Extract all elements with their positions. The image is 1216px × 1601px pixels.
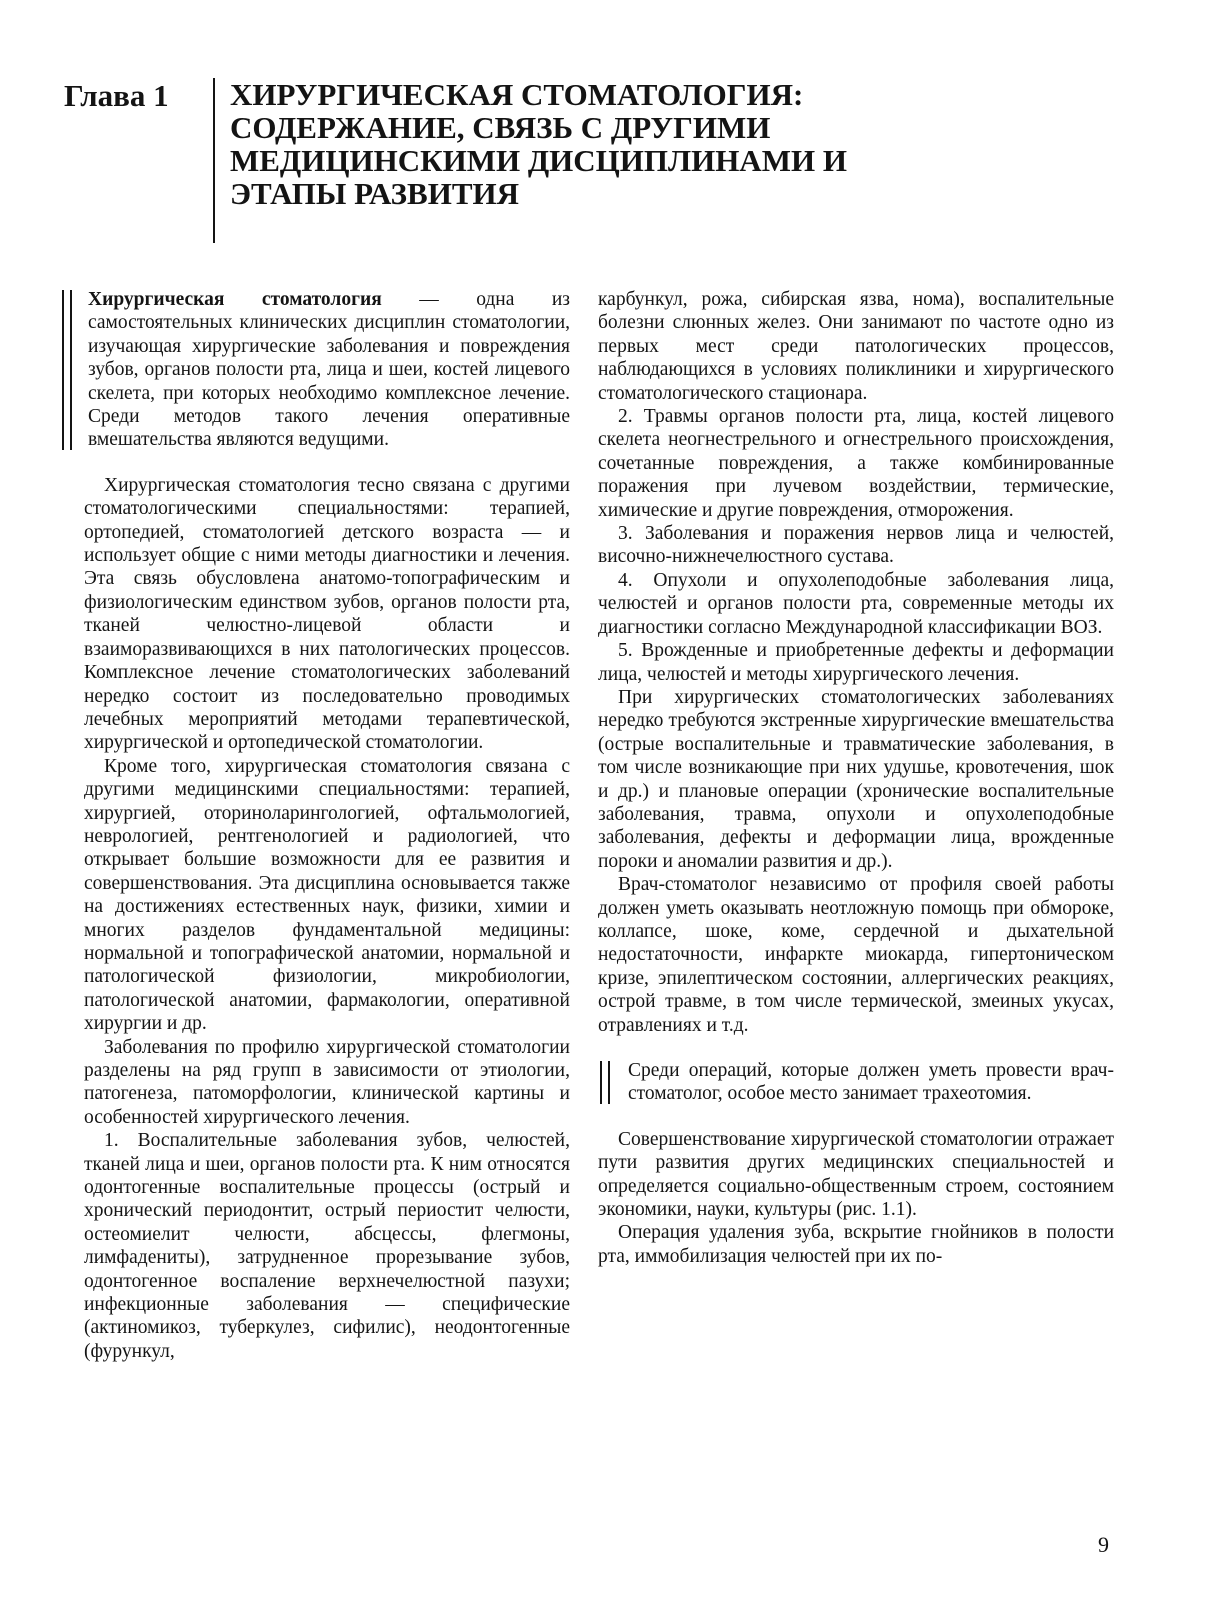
paragraph: Заболевания по профилю хирургической стоматологии разделены на ряд групп в зависимости от этиологии, патогенеза, патоморфологии, клинической картины и особенностей хирургического лечения.: [84, 1036, 570, 1128]
paragraph: Хирургическая стоматология тесно связана с другими стоматологическими специальностями: терапией, ортопедией, стоматологией детского возраста — и использует общие с ними методы диагностики и лечения. Эта связь обусловлена анатомо-топографическим и физиологическим единством зубов, органов полости рта, тканей челюстно-лицевой области и взаиморазвивающихся в них патологических процессов. Комплексное лечение стоматологических заболеваний нередко состоит из последовательно проводимых лечебных мероприятий методами терапевтической, хирургической и ортопедической стоматологии.: [84, 474, 570, 754]
paragraph: Совершенствование хирургической стоматологии отражает пути развития других медицинских специальностей и определяется социально-общественным строем, состоянием экономики, науки, культуры (рис. 1.1).: [598, 1128, 1114, 1221]
paragraph: При хирургических стоматологических заболеваниях нередко требуются экстренные хирургические вмешательства (острые воспалительные и травматические заболевания, в том числе возникающие при них удушье, кровотечения, шок и др.) и плановые операции (хронические воспалительные заболевания, травма, опухоли и опухолеподобные заболевания, дефекты и деформации лица, врожденные пороки и аномалии развития и др.).: [598, 686, 1114, 872]
page-number: 9: [1098, 1532, 1109, 1557]
chapter-divider: [213, 78, 215, 243]
left-column: [84, 288, 570, 1363]
chapter-label: Глава 1: [64, 78, 169, 113]
right-column: [598, 288, 1114, 1268]
list-item: 1. Воспалительные заболевания зубов, челюстей, тканей лица и шеи, органов полости рта. К ним относятся одонтогенные воспалительные процессы (острый и хронический периодонтит, острый периостит челюсти, остеомиелит челюсти, абсцессы, флегмоны, лимфадениты), затрудненное прорезывание зубов, одонтогенное воспаление верхнечелюстной пазухи; инфекционные заболевания — специфические (актиномикоз, туберкулез, сифилис), неодонтогенные (фурункул,: [84, 1130, 570, 1362]
paragraph: Операция удаления зуба, вскрытие гнойников в полости рта, иммобилизация челюстей при их по-: [598, 1222, 1114, 1267]
list-item: 5. Врожденные и приобретенные дефекты и деформации лица, челюстей и методы хирургического лечения.: [598, 640, 1114, 685]
paragraph: Врач-стоматолог независимо от профиля своей работы должен уметь оказывать неотложную помощь при обмороке, коллапсе, шоке, коме, сердечной и дыхательной недостаточности, инфаркте миокарда, гипертоническом кризе, эпилептическом состоянии, аллергических реакциях, острой травме, в том числе термической, змеиных укусах, отравлениях и т.д.: [598, 874, 1114, 1036]
paragraph: Кроме того, хирургическая стоматология связана с другими медицинскими специальностями: терапией, хирургией, оториноларингологией, офтальмологией, неврологией, рентгенологией и радиологией, что открывает большие возможности для ее развития и совершенствования. Эта дисциплина основывается также на достижениях естественных наук, физики, химии и многих разделов фундаментальной медицины: нормальной и топографической анатомии, нормальной и патологической физиологии, микробиологии, патологической анатомии, фармакологии, оперативной хирургии и др.: [84, 755, 570, 1035]
paragraph: карбункул, рожа, сибирская язва, нома), воспалительные болезни слюнных желез. Они занимают по частоте одно из первых мест среди патологических процессов, наблюдающихся в условиях поликлиники и хирургического стоматологического стационара.: [598, 289, 1114, 404]
abstract: [84, 288, 570, 452]
list-item: 2. Травмы органов полости рта, лица, костей лицевого скелета неогнестрельного и огнестрельного происхождения, сочетанные повреждения, а также комбинированные поражения при лучевом воздействии, термические, химические и другие повреждения, отморожения.: [598, 406, 1114, 521]
abstract-text: — одна из самостоятельных клинических дисциплин стоматологии, изучающая хирургические заболевания и повреждения зубов, органов полости рта, лица и шеи, костей лицевого скелета, при которых необходимо комплексное лечение. Среди методов такого лечения оперативные вмешательства являются ведущими.: [88, 289, 570, 451]
abstract-term: Хирургическая стоматология: [88, 289, 382, 310]
list-item: 3. Заболевания и поражения нервов лица и челюстей, височно-нижнечелюстного сустава.: [598, 523, 1114, 568]
highlight-note: Среди операций, которые должен уметь провести врач-стоматолог, особое место занимает трахеотомия.: [624, 1059, 1114, 1106]
list-item: 4. Опухоли и опухолеподобные заболевания лица, челюстей и органов полости рта, современные методы их диагностики согласно Международной классификации ВОЗ.: [598, 569, 1114, 638]
chapter-title: ХИРУРГИЧЕСКАЯ СТОМАТОЛОГИЯ: СОДЕРЖАНИЕ, СВЯЗЬ С ДРУГИМИ МЕДИЦИНСКИМИ ДИСЦИПЛИНАМИ И ЭТАПЫ РАЗВИТИЯ: [230, 77, 847, 211]
